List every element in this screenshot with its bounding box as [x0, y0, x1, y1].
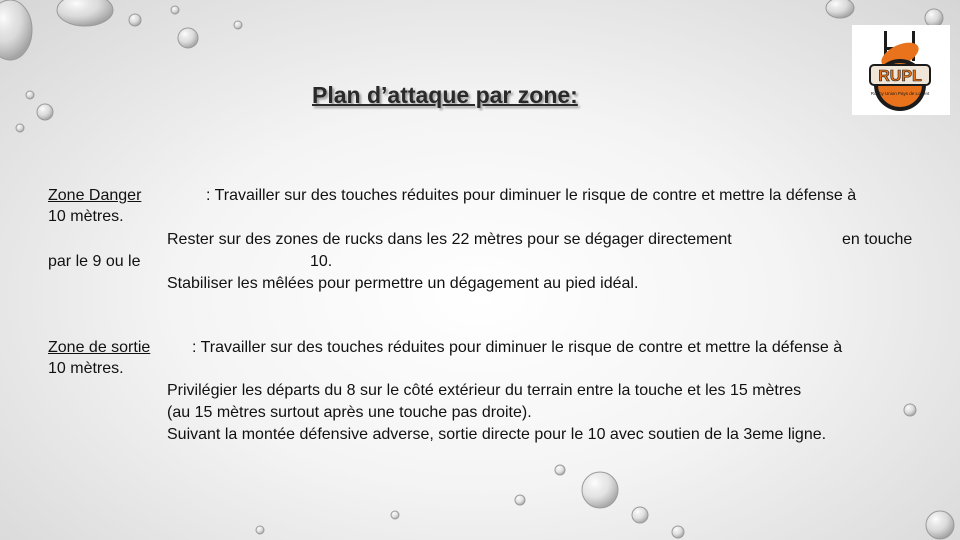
zone-sortie-line3: (au 15 mètres surtout après une touche pas droite). — [167, 404, 532, 421]
droplet — [37, 104, 53, 120]
droplet — [904, 404, 916, 416]
droplet — [234, 21, 242, 29]
droplet — [57, 0, 113, 26]
droplet — [129, 14, 141, 26]
zone-sortie-line1-cont: 10 mètres. — [48, 360, 124, 377]
droplet — [555, 465, 565, 475]
zone-danger-line2b: en touche — [842, 231, 913, 248]
droplet — [672, 526, 684, 538]
zone-sortie-heading: Zone de sortie — [48, 339, 151, 356]
droplet — [0, 0, 32, 60]
droplet — [926, 511, 954, 539]
droplet — [582, 472, 618, 508]
zone-danger-line2-cont-a: par le 9 ou le — [48, 253, 141, 270]
zone-sortie-line2: Privilégier les départs du 8 sur le côté extérieur du terrain entre la touche et les 15 mètres — [167, 382, 802, 399]
zone-sortie-line4: Suivant la montée défensive adverse, sortie directe pour le 10 avec soutien de la 3eme ligne. — [167, 426, 827, 443]
droplet — [16, 124, 24, 132]
zone-danger-line1-cont: 10 mètres. — [48, 208, 124, 225]
logo-text: RUPL — [878, 68, 922, 85]
droplet — [178, 28, 198, 48]
zone-danger-line2-cont-b: 10. — [310, 253, 333, 270]
page-title: Plan d’attaque par zone: — [312, 82, 578, 108]
zone-danger-line1: : Travailler sur des touches réduites pour diminuer le risque de contre et mettre la défense à — [206, 187, 857, 204]
droplet — [632, 507, 648, 523]
droplet — [256, 526, 264, 534]
zone-danger-heading: Zone Danger — [48, 187, 142, 204]
zone-sortie-line1: : Travailler sur des touches réduites pour diminuer le risque de contre et mettre la défense à — [192, 339, 843, 356]
rugby-club-logo-icon — [852, 25, 950, 115]
droplet — [26, 91, 34, 99]
droplet — [826, 0, 854, 18]
club-logo — [852, 25, 950, 115]
droplet — [391, 511, 399, 519]
droplet — [171, 6, 179, 14]
zone-danger-line3: Stabiliser les mêlées pour permettre un dégagement au pied idéal. — [167, 275, 639, 292]
logo-subtext: Rugby Union Pays de Lorient — [870, 91, 930, 96]
zone-danger-line2a: Rester sur des zones de rucks dans les 22 mètres pour se dégager directement — [167, 231, 732, 248]
droplet — [515, 495, 525, 505]
